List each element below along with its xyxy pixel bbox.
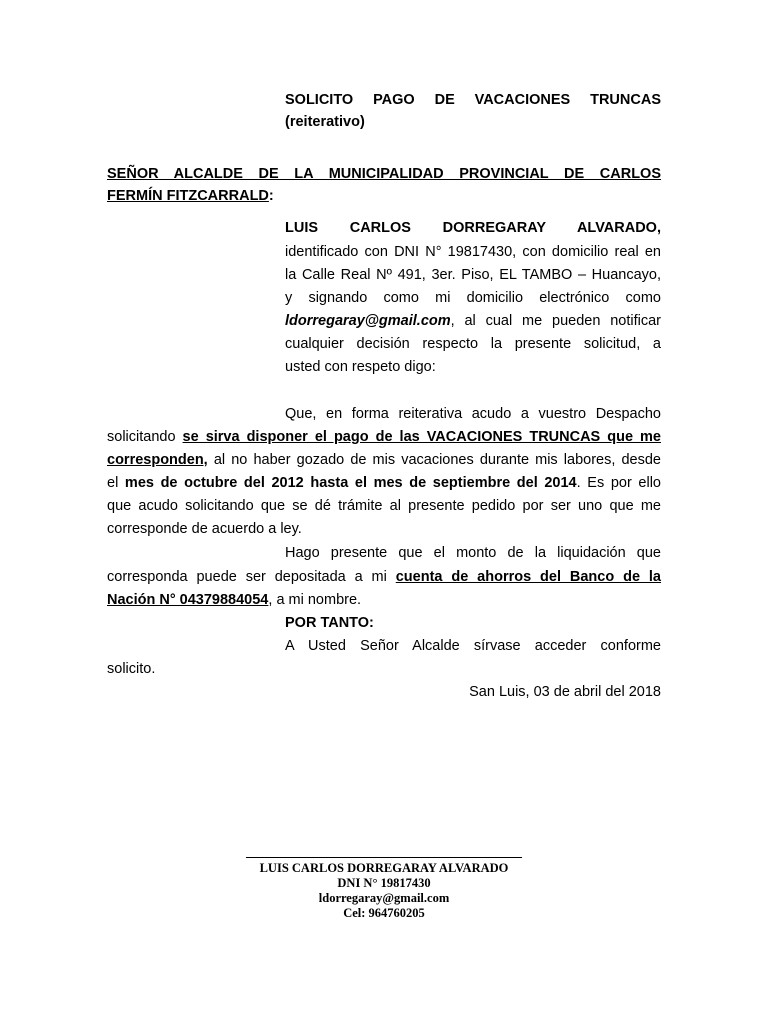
- addressee-line-1: SEÑOR ALCALDE DE LA MUNICIPALIDAD PROVINCIAL DE CARLOS: [107, 166, 661, 182]
- paragraph-3-line-1: A Usted Señor Alcalde sírvase acceder conforme: [285, 638, 661, 654]
- p2-line2-a: corresponda puede ser depositada a mi: [107, 569, 396, 585]
- applicant-email: ldorregaray@gmail.com: [285, 313, 451, 329]
- addressee-name: FERMÍN FITZCARRALD: [107, 188, 269, 204]
- identification-line-4: y signando como mi domicilio electrónico como: [285, 290, 661, 306]
- p2-line2-b: cuenta de ahorros del Banco de la: [395, 569, 661, 585]
- subject-line-1: SOLICITO PAGO DE VACACIONES TRUNCAS: [285, 92, 661, 108]
- identification-line-6: cualquier decisión respecto la presente solicitud, a: [285, 336, 661, 352]
- paragraph-1-line-4: [107, 472, 661, 495]
- identification-line-5: [285, 310, 661, 333]
- identification-line-5-rest: , al cual me pueden notificar: [450, 313, 661, 329]
- bank-account: Nación N° 04379884054: [107, 592, 269, 608]
- paragraph-1-line-2: [107, 426, 661, 449]
- p1-line3-b: al no haber gozado de mis vacaciones durante mis labores, desde: [207, 452, 661, 468]
- paragraph-1-line-5: que acudo solicitando que se dé trámite al presente pedido por ser uno que me: [107, 498, 661, 514]
- paragraph-2-line-2: [107, 566, 661, 589]
- p2-line3-b: , a mi nombre.: [268, 592, 362, 608]
- p1-line4-b: mes de octubre del 2012 hasta el mes de septiembre del 2014: [124, 475, 577, 491]
- identification-line-7: usted con respeto digo:: [285, 359, 436, 375]
- signature-dni: DNI N° 19817430: [337, 876, 431, 890]
- addressee-colon: :: [268, 188, 274, 204]
- paragraph-2-line-3: [107, 589, 361, 612]
- date-line: San Luis, 03 de abril del 2018: [469, 684, 661, 700]
- applicant-name: LUIS CARLOS DORREGARAY ALVARADO,: [285, 220, 661, 236]
- paragraph-1-line-3: [107, 449, 661, 472]
- identification-line-2: identificado con DNI N° 19817430, con domicilio real en: [285, 244, 661, 260]
- addressee-line-2: [107, 185, 274, 208]
- p1-line2-b: se sirva disponer el pago de las VACACIONES TRUNCAS que me: [182, 429, 661, 445]
- paragraph-1-line-1: Que, en forma reiterativa acudo a vuestro Despacho: [285, 406, 661, 422]
- p1-line4-a: el: [107, 475, 125, 491]
- identification-line-3: la Calle Real Nº 491, 3er. Piso, EL TAMBO – Huancayo,: [285, 267, 661, 283]
- paragraph-1-line-6: corresponde de acuerdo a ley.: [107, 521, 302, 537]
- paragraph-2-line-1: Hago presente que el monto de la liquidación que: [285, 545, 661, 561]
- signature-line: [246, 857, 522, 858]
- signature-email: ldorregaray@gmail.com: [318, 891, 450, 905]
- paragraph-3-line-2: solicito.: [107, 661, 156, 677]
- p1-line3-a: corresponden,: [107, 452, 208, 468]
- signature-phone: Cel: 964760205: [343, 906, 425, 920]
- p1-line2-a: solicitando: [107, 429, 183, 445]
- p1-line4-c: . Es por ello: [576, 475, 661, 491]
- signature-name: LUIS CARLOS DORREGARAY ALVARADO: [259, 861, 509, 875]
- subject-line-2: (reiterativo): [285, 114, 365, 130]
- por-tanto-heading: POR TANTO:: [285, 615, 374, 631]
